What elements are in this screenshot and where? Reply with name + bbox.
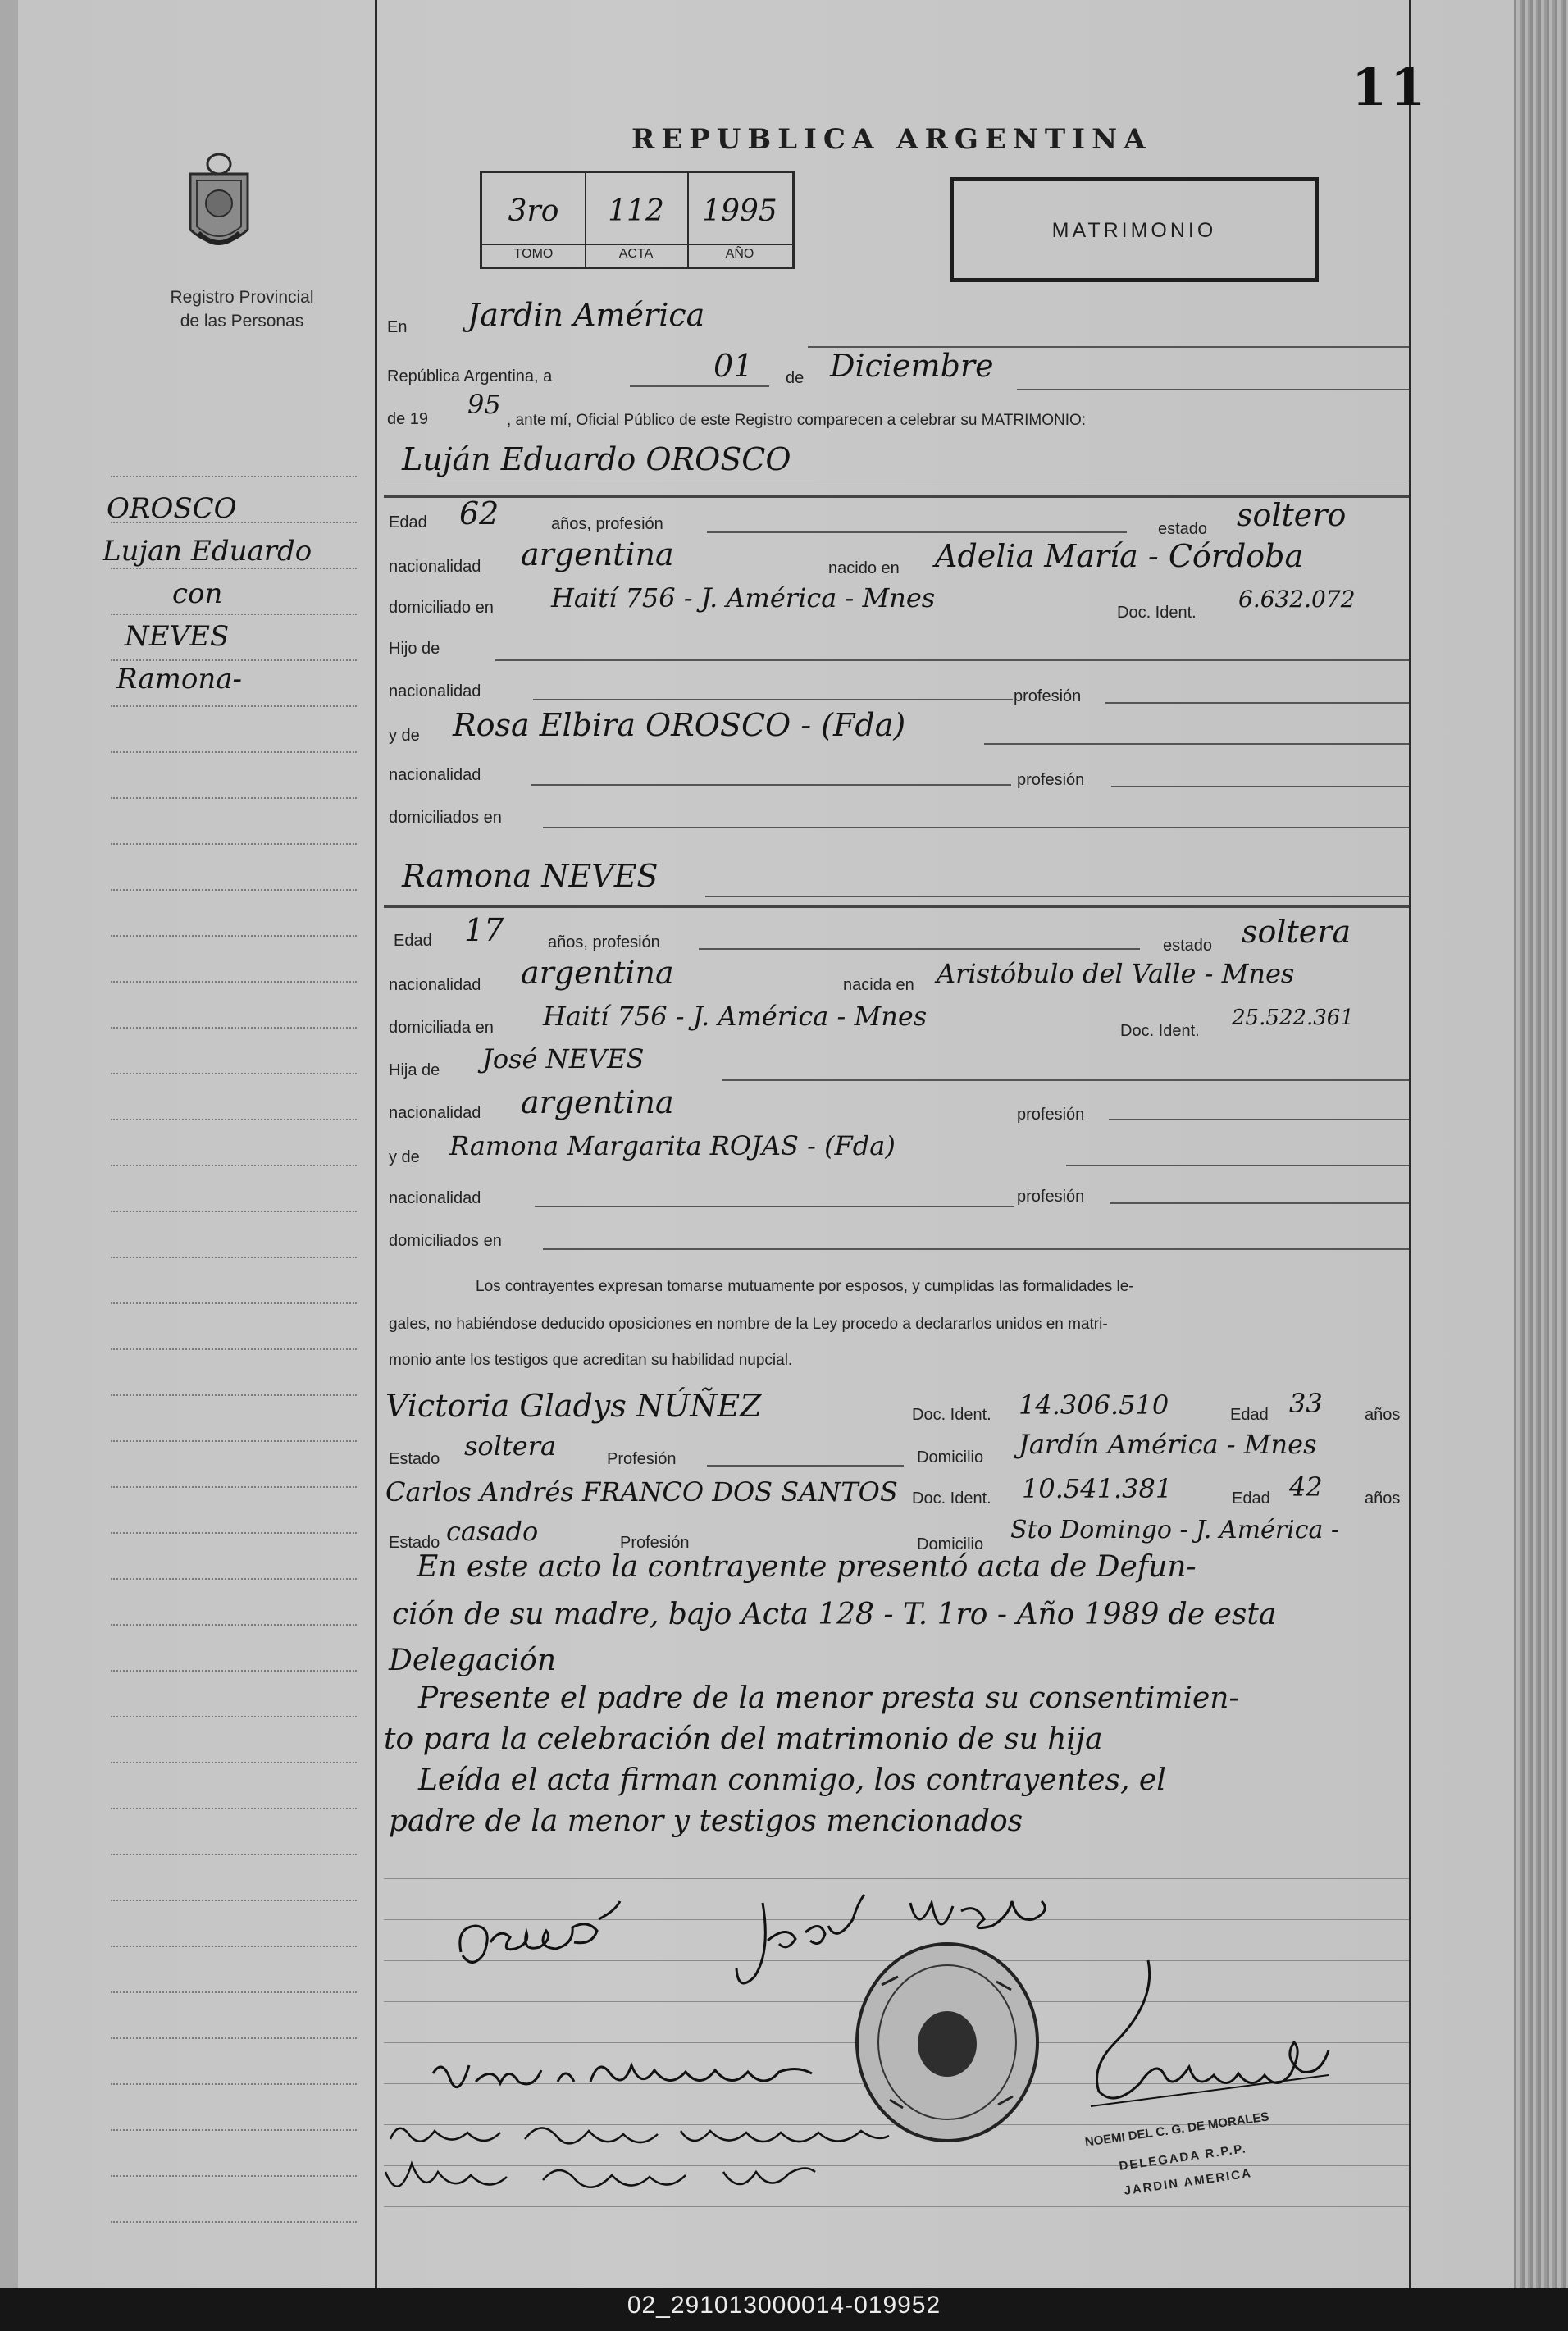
groom-age: 62: [459, 495, 499, 531]
margin-dotted-line: [111, 981, 357, 983]
bride-nationality: argentina: [521, 955, 674, 991]
fill-line: [705, 896, 1409, 897]
witness2-age: 42: [1289, 1471, 1323, 1503]
acta-label: ACTA: [585, 244, 687, 262]
margin-dotted-line: [111, 2083, 357, 2085]
bride-domicilio-label: domiciliada en: [389, 1019, 494, 1037]
official-stamp-line: DELEGADA R.P.P.: [1118, 2142, 1248, 2174]
anio-value: 1995: [702, 194, 777, 228]
bride-name: Ramona NEVES: [402, 858, 659, 894]
witness1-signature: [379, 2147, 822, 2213]
witness2-prof-label: Profesión: [620, 1534, 690, 1552]
margin-dotted-line: [111, 1302, 357, 1304]
margin-dotted-line: [111, 889, 357, 891]
bride-address: Haití 756 - J. América - Mnes: [543, 1001, 928, 1032]
witness1-doc: 14.306.510: [1019, 1389, 1169, 1421]
registry-name-line2: de las Personas: [180, 312, 304, 331]
fill-line: [1111, 786, 1409, 787]
margin-note-line: con: [172, 577, 223, 610]
groom-domicilio-label: domiciliado en: [389, 599, 494, 617]
official-stamp-line: NOEMI DEL C. G. DE MORALES: [1083, 2110, 1270, 2150]
margin-dotted-line: [111, 1348, 357, 1350]
groom-mother: Rosa Elbira OROSCO - (Fda): [453, 707, 906, 743]
anio-cell: [687, 173, 792, 267]
margin-note-line: Ramona-: [116, 663, 243, 696]
margin-dotted-line: [111, 935, 357, 937]
groom-address: Haití 756 - J. América - Mnes: [551, 582, 936, 614]
groom-nacionalidad-label: nacionalidad: [389, 558, 481, 576]
witness2-doc: 10.541.381: [1022, 1473, 1173, 1504]
fill-line: [543, 827, 1409, 828]
provincial-emblem-icon: [182, 148, 256, 262]
margin-dotted-line: [111, 2221, 357, 2223]
groom-nationality: argentina: [521, 536, 674, 572]
note-line: Leída el acta firman conmigo, los contrayentes, el: [418, 1763, 1166, 1797]
margin-dotted-line: [111, 1073, 357, 1074]
witness1-doc-label: Doc. Ident.: [912, 1406, 991, 1424]
marriage-month: Diciembre: [830, 348, 994, 384]
margin-dotted-line: [111, 1900, 357, 1901]
bride-doc-label: Doc. Ident.: [1120, 1022, 1200, 1040]
fill-line: [707, 1465, 904, 1467]
margin-rule-left: [375, 0, 377, 2288]
bride-father-nac-label: nacionalidad: [389, 1104, 481, 1122]
bride-father-prof-label: profesión: [1017, 1106, 1085, 1124]
margin-dotted-line: [111, 1624, 357, 1626]
groom-birthplace: Adelia María - Córdoba: [935, 538, 1304, 574]
fill-line: [1109, 1119, 1409, 1120]
witness1-prof-label: Profesión: [607, 1450, 677, 1468]
margin-rule-right: [1409, 0, 1411, 2288]
margin-dotted-line: [111, 1211, 357, 1212]
bride-age: 17: [464, 912, 504, 948]
groom-mother-nac-label: nacionalidad: [389, 766, 481, 784]
tomo-label: TOMO: [482, 244, 585, 262]
margin-dotted-line: [111, 1716, 357, 1717]
groom-domiciliados-label: domiciliados en: [389, 809, 502, 827]
margin-dotted-line: [111, 1165, 357, 1166]
fill-line: [984, 743, 1409, 745]
de-label: de: [786, 369, 805, 387]
witness2-name: Carlos Andrés FRANCO DOS SANTOS: [385, 1476, 898, 1508]
fill-line: [543, 1248, 1409, 1250]
groom-father-nac-label: nacionalidad: [389, 682, 481, 700]
fill-line: [699, 948, 1140, 950]
groom-doc: 6.632.072: [1238, 586, 1356, 613]
republic-label: República Argentina, a: [387, 367, 553, 385]
declaration-line: Los contrayentes expresan tomarse mutuamente por esposos, y cumplidas las formalidades le-: [476, 1278, 1134, 1295]
tomo-value: 3ro: [508, 194, 559, 228]
witness2-estado-label: Estado: [389, 1534, 440, 1552]
record-type: MATRIMONIO: [1051, 219, 1217, 242]
bride-hija-label: Hija de: [389, 1061, 440, 1079]
margin-dotted-line: [111, 751, 357, 753]
margin-dotted-line: [111, 1532, 357, 1534]
bride-mother-prof-label: profesión: [1017, 1188, 1085, 1206]
fill-line: [722, 1079, 1409, 1081]
margin-dotted-line: [111, 1808, 357, 1809]
margin-dotted-line: [111, 1670, 357, 1672]
note-line: En este acto la contrayente presentó acta de Defun-: [417, 1550, 1197, 1584]
official-stamp-line: JARDIN AMERICA: [1123, 2166, 1253, 2198]
official-signature: [1083, 1952, 1345, 2124]
margin-note-line: OROSCO: [107, 492, 237, 525]
margin-dotted-line: [111, 476, 357, 477]
marriage-day: 01: [713, 348, 754, 384]
bride-signature: [426, 2041, 820, 2114]
acta-value: 112: [608, 194, 664, 228]
groom-profesion-label: años, profesión: [551, 515, 663, 533]
acta-cell: [585, 173, 689, 267]
bride-birthplace: Aristóbulo del Valle - Mnes: [937, 958, 1295, 989]
witness1-edad-label: Edad: [1230, 1406, 1269, 1424]
margin-dotted-line: [111, 2037, 357, 2039]
margin-dotted-line: [111, 1854, 357, 1855]
record-type-box: [950, 177, 1319, 282]
tomo-cell: [482, 173, 586, 267]
bride-father: José NEVES: [482, 1043, 645, 1074]
fill-line: [495, 659, 1409, 661]
witness1-name: Victoria Gladys NÚÑEZ: [385, 1388, 762, 1424]
margin-dotted-line: [111, 1946, 357, 1947]
fill-line: [630, 385, 769, 387]
groom-name: Luján Eduardo OROSCO: [402, 441, 791, 477]
groom-edad-label: Edad: [389, 513, 427, 531]
margin-dotted-line: [111, 1257, 357, 1258]
witness2-anios-label: años: [1365, 1489, 1401, 1508]
witness1-age: 33: [1289, 1388, 1323, 1419]
margin-dotted-line: [111, 614, 357, 615]
book-page-edges: [1514, 0, 1568, 2288]
year-suffix: 95: [467, 389, 501, 420]
fill-line: [535, 1206, 1014, 1207]
witness2-status: casado: [446, 1516, 539, 1547]
margin-dotted-line: [111, 2129, 357, 2131]
year-prefix: de 19: [387, 410, 429, 428]
margin-dotted-line: [111, 659, 357, 661]
fill-line: [1110, 1202, 1409, 1204]
groom-father-prof-label: profesión: [1014, 687, 1082, 705]
marriage-place: Jardin América: [467, 297, 705, 333]
ruled-line: [384, 1878, 1409, 1879]
bride-marital-status: soltera: [1242, 914, 1351, 950]
witness1-anios-label: años: [1365, 1406, 1401, 1424]
groom-hijo-label: Hijo de: [389, 640, 440, 658]
bride-domiciliados-label: domiciliados en: [389, 1232, 502, 1250]
registry-name-line1: Registro Provincial: [170, 288, 314, 307]
witness2-dom-label: Domicilio: [917, 1535, 984, 1553]
en-label: En: [387, 318, 408, 336]
fill-line: [533, 699, 1013, 700]
margin-dotted-line: [111, 1486, 357, 1488]
bride-doc: 25.522.361: [1232, 1006, 1354, 1030]
margin-dotted-line: [111, 1578, 357, 1580]
note-line: Delegación: [389, 1644, 557, 1677]
witness1-estado-label: Estado: [389, 1450, 440, 1468]
witness1-address: Jardín América - Mnes: [1019, 1429, 1317, 1460]
anio-label: AÑO: [687, 244, 792, 262]
witness2-edad-label: Edad: [1232, 1489, 1270, 1508]
margin-dotted-line: [111, 2175, 357, 2177]
margin-dotted-line: [111, 1027, 357, 1029]
registry-name: [123, 285, 361, 333]
bride-nacionalidad-label: nacionalidad: [389, 976, 481, 994]
margin-dotted-line: [111, 1394, 357, 1396]
bride-nacida-label: nacida en: [843, 976, 914, 994]
fill-line: [531, 784, 1011, 786]
witness1-dom-label: Domicilio: [917, 1448, 984, 1467]
groom-y-de-label: y de: [389, 727, 420, 745]
intro-statement: , ante mí, Oficial Público de este Registro comparecen a celebrar su MATRIMONIO:: [507, 412, 1087, 429]
margin-note-line: NEVES: [125, 620, 230, 653]
scan-file-id: 02_291013000014-019952: [627, 2292, 941, 2319]
margin-dotted-line: [111, 1991, 357, 1993]
page-number: 11: [1351, 57, 1429, 117]
declaration-line: monio ante los testigos que acreditan su habilidad nupcial.: [389, 1352, 793, 1369]
bride-edad-label: Edad: [394, 932, 432, 950]
groom-marital-status: soltero: [1237, 497, 1347, 533]
bride-profesion-label: años, profesión: [548, 933, 660, 951]
witness2-doc-label: Doc. Ident.: [912, 1489, 991, 1508]
note-line: ción de su madre, bajo Acta 128 - T. 1ro - Año 1989 de esta: [392, 1598, 1277, 1631]
record-reference-box: [480, 171, 795, 269]
bride-father-nationality: argentina: [521, 1084, 674, 1120]
margin-dotted-line: [111, 843, 357, 845]
fill-line: [1017, 389, 1409, 390]
margin-dotted-line: [111, 1440, 357, 1442]
rule: [384, 905, 1409, 908]
groom-signature: [451, 1895, 631, 1985]
groom-nacido-label: nacido en: [828, 559, 900, 577]
declaration-line: gales, no habiéndose deducido oposiciones en nombre de la Ley procedo a declararlos unidos en matri-: [389, 1316, 1108, 1333]
fill-line: [1066, 1165, 1409, 1166]
margin-dotted-line: [111, 797, 357, 799]
official-round-stamp: [849, 1936, 1046, 2149]
groom-mother-prof-label: profesión: [1017, 771, 1085, 789]
witness2-address: Sto Domingo - J. América -: [1010, 1516, 1340, 1544]
margin-note-line: Lujan Eduardo: [103, 535, 312, 568]
country-title: REPUBLICA ARGENTINA: [631, 123, 1152, 156]
groom-estado-label: estado: [1158, 520, 1208, 538]
bride-mother-nac-label: nacionalidad: [389, 1189, 481, 1207]
margin-dotted-line: [111, 568, 357, 569]
note-line: to para la celebración del matrimonio de su hija: [384, 1722, 1103, 1756]
fill-line: [707, 531, 1127, 533]
groom-doc-label: Doc. Ident.: [1117, 604, 1197, 622]
fill-line: [1105, 702, 1409, 704]
bride-mother: Ramona Margarita ROJAS - (Fda): [449, 1130, 896, 1161]
note-line: padre de la menor y testigos mencionados: [389, 1804, 1023, 1838]
bride-estado-label: estado: [1163, 937, 1213, 955]
bride-y-de-label: y de: [389, 1148, 420, 1166]
margin-dotted-line: [111, 1762, 357, 1763]
note-line: Presente el padre de la menor presta su consentimien-: [418, 1681, 1239, 1715]
margin-dotted-line: [111, 705, 357, 707]
witness1-status: soltera: [464, 1430, 557, 1462]
margin-dotted-line: [111, 1119, 357, 1120]
